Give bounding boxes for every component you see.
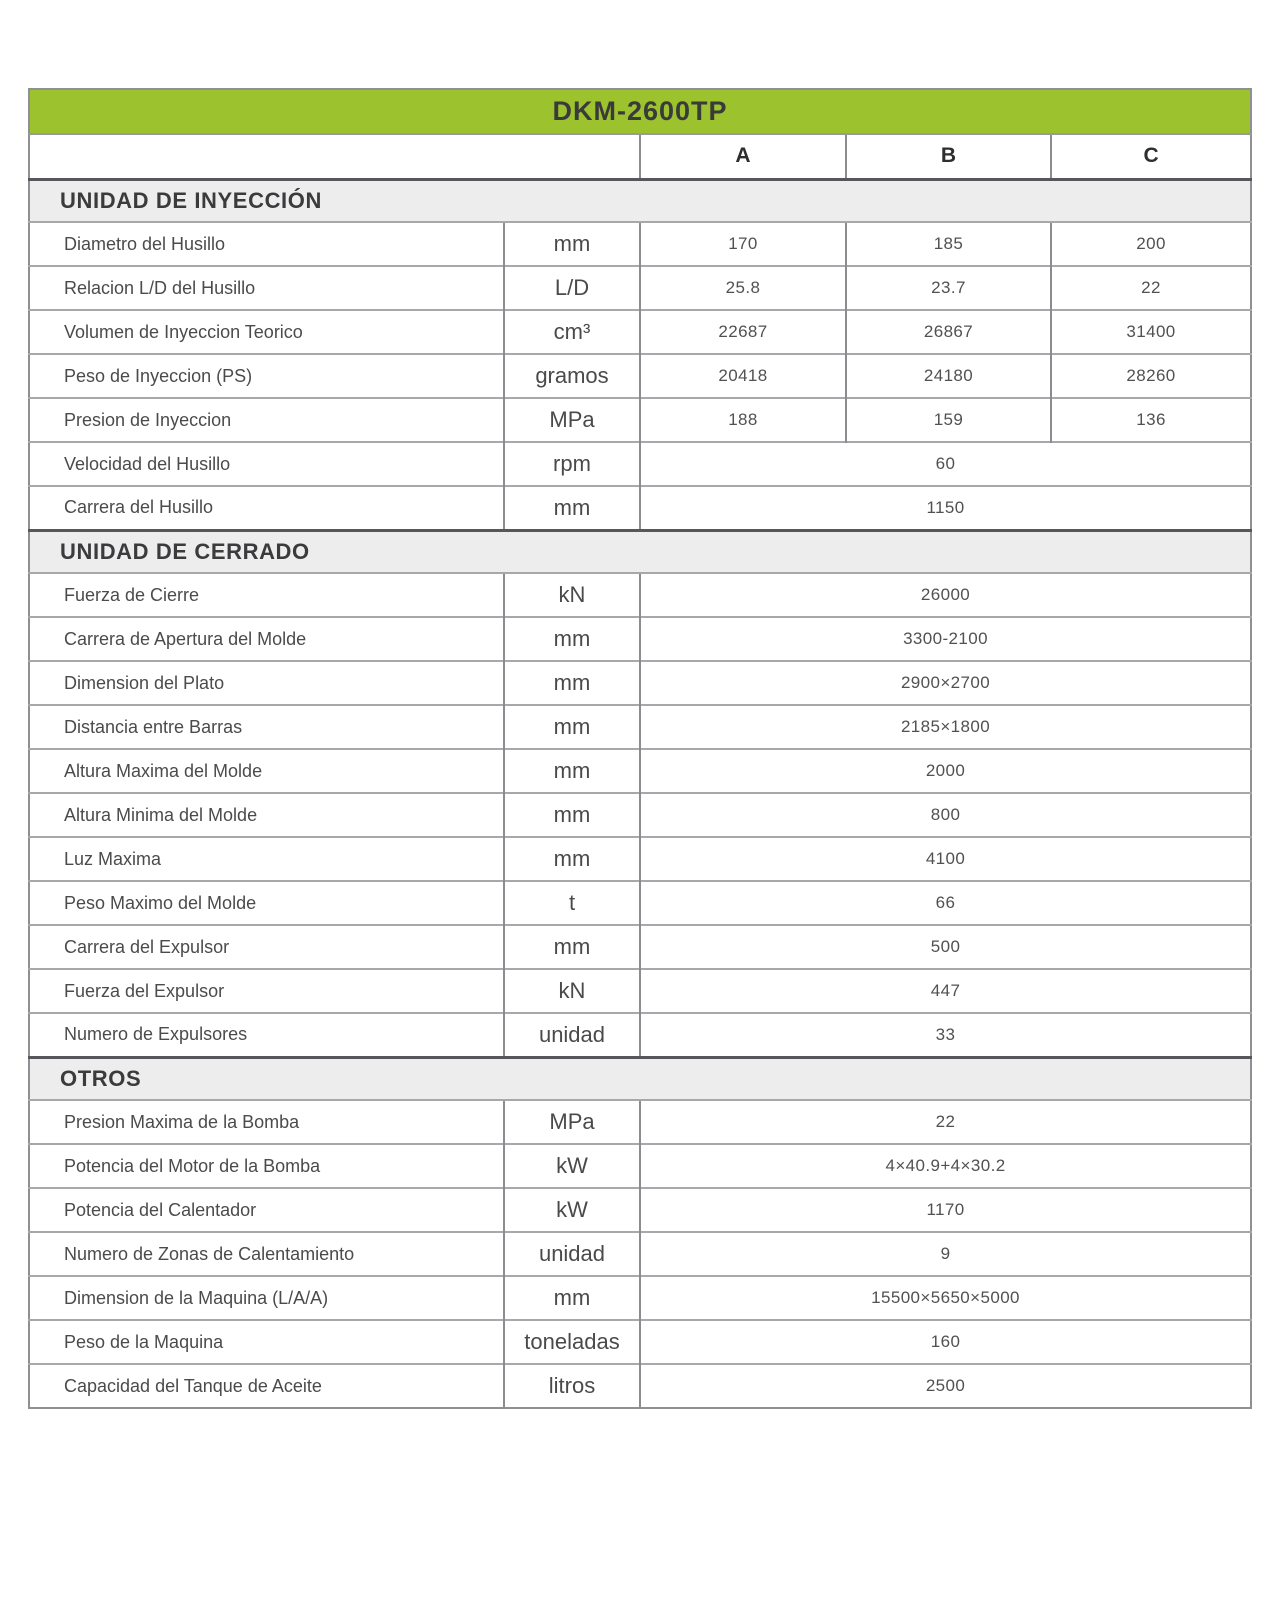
spec-row <box>29 1232 1251 1276</box>
spec-value-merged: 1150 <box>640 486 1251 530</box>
spec-value-b: 23.7 <box>846 266 1051 310</box>
spec-row <box>29 1100 1251 1144</box>
spec-unit: mm <box>504 837 640 881</box>
section-header-row <box>29 179 1251 222</box>
spec-label: Carrera del Expulsor <box>29 925 504 969</box>
spec-label: Volumen de Inyeccion Teorico <box>29 310 504 354</box>
spec-value-merged: 160 <box>640 1320 1251 1364</box>
spec-value-merged: 1170 <box>640 1188 1251 1232</box>
spec-unit: cm³ <box>504 310 640 354</box>
column-header-a: A <box>640 134 846 179</box>
spec-row <box>29 222 1251 266</box>
section-header-row <box>29 1057 1251 1100</box>
spec-value-merged: 2500 <box>640 1364 1251 1408</box>
spec-value-c: 28260 <box>1051 354 1251 398</box>
spec-value-b: 26867 <box>846 310 1051 354</box>
spec-table <box>28 88 1252 1409</box>
spec-row <box>29 266 1251 310</box>
spec-value-merged: 4×40.9+4×30.2 <box>640 1144 1251 1188</box>
spec-value-b: 24180 <box>846 354 1051 398</box>
spec-row <box>29 1013 1251 1057</box>
spec-row <box>29 398 1251 442</box>
model-title: DKM-2600TP <box>29 89 1251 134</box>
spec-unit: unidad <box>504 1232 640 1276</box>
spec-label: Altura Maxima del Molde <box>29 749 504 793</box>
spec-value-a: 22687 <box>640 310 846 354</box>
spec-row <box>29 617 1251 661</box>
spec-value-c: 200 <box>1051 222 1251 266</box>
spec-row <box>29 1276 1251 1320</box>
spec-label: Fuerza de Cierre <box>29 573 504 617</box>
spec-label: Numero de Expulsores <box>29 1013 504 1057</box>
spec-label: Fuerza del Expulsor <box>29 969 504 1013</box>
spec-row <box>29 881 1251 925</box>
spec-value-c: 22 <box>1051 266 1251 310</box>
spec-row <box>29 573 1251 617</box>
spec-unit: kW <box>504 1144 640 1188</box>
spec-label: Relacion L/D del Husillo <box>29 266 504 310</box>
column-header-spacer <box>29 134 640 179</box>
spec-row <box>29 837 1251 881</box>
spec-unit: mm <box>504 486 640 530</box>
spec-label: Peso de Inyeccion (PS) <box>29 354 504 398</box>
spec-label: Capacidad del Tanque de Aceite <box>29 1364 504 1408</box>
spec-unit: kW <box>504 1188 640 1232</box>
spec-label: Distancia entre Barras <box>29 705 504 749</box>
spec-table-body <box>29 179 1251 1408</box>
spec-unit: litros <box>504 1364 640 1408</box>
spec-label: Potencia del Motor de la Bomba <box>29 1144 504 1188</box>
spec-unit: MPa <box>504 1100 640 1144</box>
spec-unit: rpm <box>504 442 640 486</box>
spec-label: Diametro del Husillo <box>29 222 504 266</box>
column-header-row <box>29 134 1251 179</box>
spec-label: Peso Maximo del Molde <box>29 881 504 925</box>
spec-unit: mm <box>504 617 640 661</box>
spec-unit: toneladas <box>504 1320 640 1364</box>
spec-unit: kN <box>504 969 640 1013</box>
spec-value-merged: 26000 <box>640 573 1251 617</box>
spec-row <box>29 486 1251 530</box>
spec-value-a: 188 <box>640 398 846 442</box>
spec-row <box>29 793 1251 837</box>
spec-label: Carrera del Husillo <box>29 486 504 530</box>
title-row <box>29 89 1251 134</box>
spec-unit: gramos <box>504 354 640 398</box>
column-header-c: C <box>1051 134 1251 179</box>
spec-label: Carrera de Apertura del Molde <box>29 617 504 661</box>
spec-label: Altura Minima del Molde <box>29 793 504 837</box>
section-title: OTROS <box>29 1057 1251 1100</box>
spec-value-merged: 9 <box>640 1232 1251 1276</box>
spec-row <box>29 925 1251 969</box>
spec-value-merged: 3300-2100 <box>640 617 1251 661</box>
spec-value-merged: 33 <box>640 1013 1251 1057</box>
spec-label: Dimension de la Maquina (L/A/A) <box>29 1276 504 1320</box>
spec-value-b: 185 <box>846 222 1051 266</box>
spec-value-merged: 2900×2700 <box>640 661 1251 705</box>
spec-row <box>29 1364 1251 1408</box>
spec-unit: L/D <box>504 266 640 310</box>
spec-unit: unidad <box>504 1013 640 1057</box>
spec-unit: mm <box>504 222 640 266</box>
spec-value-merged: 22 <box>640 1100 1251 1144</box>
spec-label: Velocidad del Husillo <box>29 442 504 486</box>
spec-value-a: 25.8 <box>640 266 846 310</box>
spec-label: Numero de Zonas de Calentamiento <box>29 1232 504 1276</box>
spec-value-merged: 447 <box>640 969 1251 1013</box>
spec-value-merged: 800 <box>640 793 1251 837</box>
spec-value-merged: 15500×5650×5000 <box>640 1276 1251 1320</box>
spec-label: Luz Maxima <box>29 837 504 881</box>
spec-unit: mm <box>504 793 640 837</box>
spec-unit: mm <box>504 925 640 969</box>
spec-value-b: 159 <box>846 398 1051 442</box>
spec-unit: mm <box>504 661 640 705</box>
spec-label: Dimension del Plato <box>29 661 504 705</box>
spec-row <box>29 1320 1251 1364</box>
spec-value-merged: 60 <box>640 442 1251 486</box>
spec-value-merged: 500 <box>640 925 1251 969</box>
spec-row <box>29 661 1251 705</box>
spec-value-a: 170 <box>640 222 846 266</box>
spec-value-merged: 66 <box>640 881 1251 925</box>
spec-row <box>29 969 1251 1013</box>
spec-value-merged: 2185×1800 <box>640 705 1251 749</box>
spec-unit: MPa <box>504 398 640 442</box>
spec-row <box>29 705 1251 749</box>
spec-row <box>29 310 1251 354</box>
spec-row <box>29 442 1251 486</box>
spec-value-merged: 2000 <box>640 749 1251 793</box>
spec-label: Presion de Inyeccion <box>29 398 504 442</box>
spec-unit: mm <box>504 705 640 749</box>
spec-row <box>29 1188 1251 1232</box>
spec-value-merged: 4100 <box>640 837 1251 881</box>
section-header-row <box>29 530 1251 573</box>
spec-label: Potencia del Calentador <box>29 1188 504 1232</box>
spec-label: Presion Maxima de la Bomba <box>29 1100 504 1144</box>
spec-unit: mm <box>504 1276 640 1320</box>
spec-label: Peso de la Maquina <box>29 1320 504 1364</box>
section-title: UNIDAD DE INYECCIÓN <box>29 179 1251 222</box>
spec-row <box>29 749 1251 793</box>
column-header-b: B <box>846 134 1051 179</box>
spec-unit: mm <box>504 749 640 793</box>
spec-row <box>29 1144 1251 1188</box>
spec-value-a: 20418 <box>640 354 846 398</box>
spec-value-c: 136 <box>1051 398 1251 442</box>
spec-unit: t <box>504 881 640 925</box>
section-title: UNIDAD DE CERRADO <box>29 530 1251 573</box>
spec-value-c: 31400 <box>1051 310 1251 354</box>
spec-unit: kN <box>504 573 640 617</box>
spec-row <box>29 354 1251 398</box>
